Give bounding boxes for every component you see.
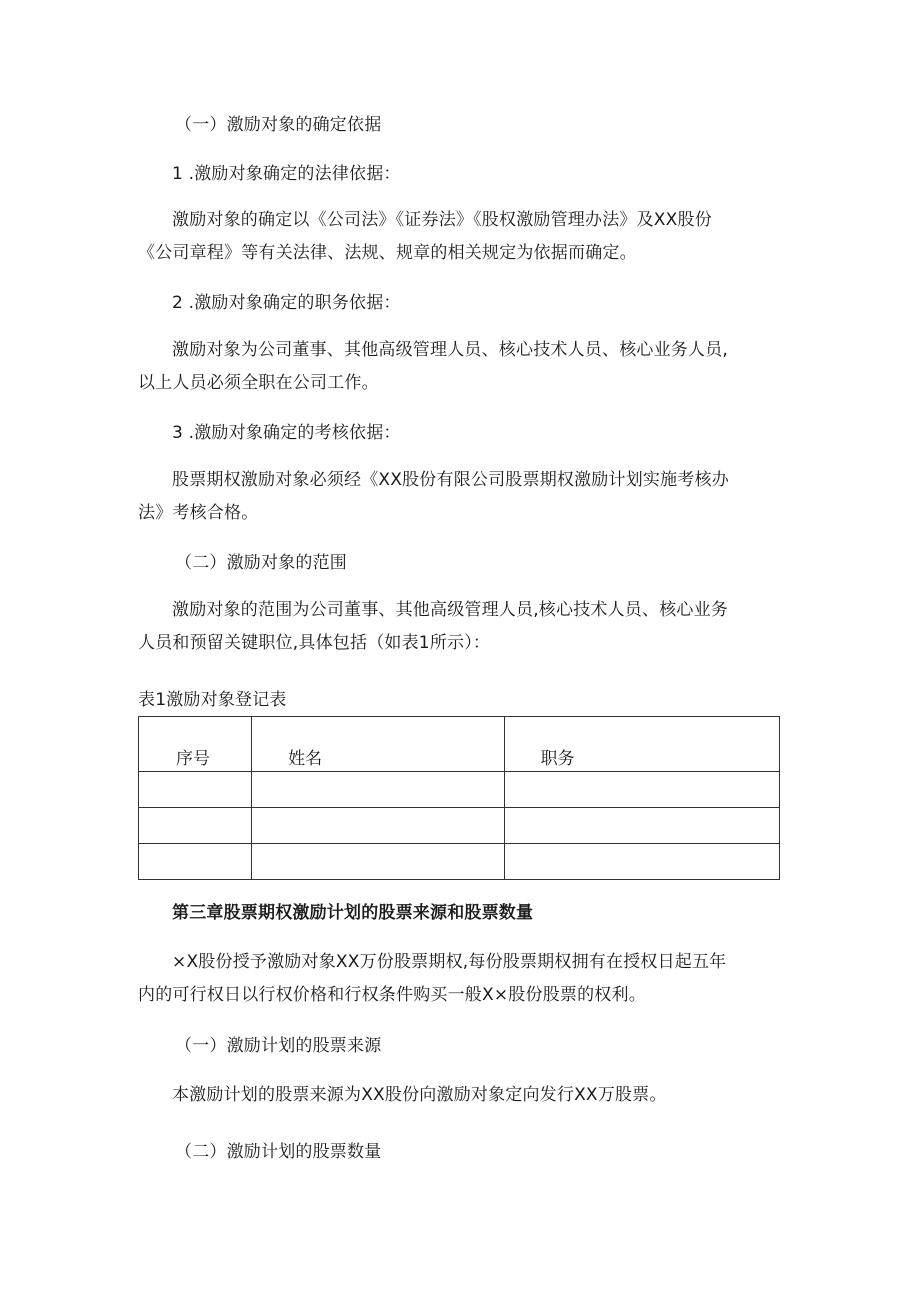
paragraph-line: 激励对象的确定以《公司法》《证券法》《股权激励管理办法》及XX股份	[172, 210, 712, 230]
table-cell	[139, 844, 252, 880]
table-cell	[504, 808, 779, 844]
paragraph-line: 激励对象为公司董事、其他高级管理人员、核心技术人员、核心业务人员,	[172, 340, 729, 360]
paragraph-line: ×X股份授予激励对象XX万份股票期权,每份股票期权拥有在授权日起五年	[172, 952, 727, 972]
paragraph-line: 激励对象的范围为公司董事、其他高级管理人员,核心技术人员、核心业务	[172, 600, 729, 620]
table-row	[139, 808, 780, 844]
paragraph-line: 以上人员必须全职在公司工作。	[138, 373, 379, 393]
table-caption: 表1激励对象登记表	[138, 690, 287, 710]
heading-stock-quantity: （二）激励计划的股票数量	[175, 1142, 382, 1162]
heading-legal-basis: 1 .激励对象确定的法律依据：	[172, 164, 401, 184]
incentive-register-table	[138, 716, 780, 880]
table-header-row	[139, 717, 780, 772]
paragraph-line: 《公司章程》等有关法律、法规、规章的相关规定为依据而确定。	[138, 243, 637, 263]
table-row	[139, 844, 780, 880]
table-cell	[139, 808, 252, 844]
table-row	[139, 772, 780, 808]
table-cell	[252, 808, 504, 844]
heading-stock-source: （一）激励计划的股票来源	[175, 1036, 382, 1056]
paragraph-chapter-intro	[138, 946, 727, 1012]
chapter-title: 第三章股票期权激励计划的股票来源和股票数量	[172, 903, 534, 923]
column-header-serial: 序号	[139, 717, 252, 772]
paragraph-line: 人员和预留关键职位,具体包括（如表1所示）：	[138, 633, 491, 653]
heading-duty-basis: 2 .激励对象确定的职务依据：	[172, 293, 401, 313]
paragraph-line: 内的可行权日以行权价格和行权条件购买一般X×股份股票的权利。	[138, 985, 646, 1005]
paragraph-stock-source: 本激励计划的股票来源为XX股份向激励对象定向发行XX万股票。	[172, 1085, 667, 1105]
paragraph-legal-basis	[138, 204, 712, 270]
paragraph-incentive-scope	[138, 594, 729, 660]
table-cell	[504, 844, 779, 880]
column-header-position: 职务	[504, 717, 779, 772]
column-header-name: 姓名	[252, 717, 504, 772]
paragraph-line: 股票期权激励对象必须经《XX股份有限公司股票期权激励计划实施考核办	[172, 470, 729, 490]
table-cell	[252, 844, 504, 880]
table-cell	[139, 772, 252, 808]
heading-incentive-basis: （一）激励对象的确定依据	[175, 115, 382, 135]
paragraph-duty-basis	[138, 334, 729, 400]
paragraph-assessment-basis	[138, 464, 729, 530]
heading-assessment-basis: 3 .激励对象确定的考核依据：	[172, 423, 401, 443]
table-cell	[252, 772, 504, 808]
paragraph-line: 法》考核合格。	[138, 503, 259, 523]
table-cell	[504, 772, 779, 808]
heading-incentive-scope: （二）激励对象的范围	[175, 553, 347, 573]
